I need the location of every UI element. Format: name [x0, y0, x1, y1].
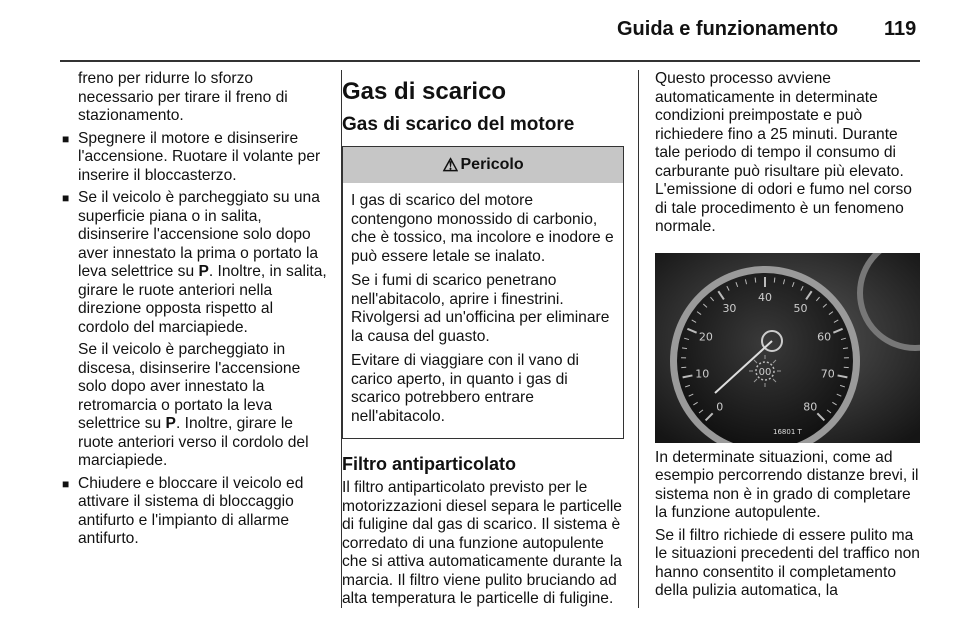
bullet-square-icon: ■ — [62, 131, 70, 146]
gauge-tick-label: 30 — [722, 301, 737, 315]
gauge-tick-label: 70 — [820, 366, 835, 380]
bullet-square-icon: ■ — [62, 191, 70, 205]
warning-title: Pericolo — [460, 155, 524, 173]
warning-paragraph: Se i fumi di scarico penetrano nell'abitacolo, aprire i finestrini. Rivolgersi ad un'officina per eliminare la causa del guasto. — [351, 272, 610, 345]
list-item-text: Spegnere il motore e disinserire l'accensione. Ruotare il volante per inserire il bloccasterzo. — [78, 129, 321, 184]
danger-warning-box — [342, 146, 624, 439]
gauge-tick-label: 0 — [716, 399, 724, 413]
body-paragraph: Se il filtro richiede di essere pulito ma le situazioni precedenti del traffico non hanno consentito il completamento della pulizia automatica, la — [655, 526, 920, 599]
gauge-tick-label: 20 — [698, 330, 713, 344]
svg-text:00: 00 — [758, 366, 772, 378]
subsection-heading: Filtro antiparticolato — [342, 454, 517, 474]
column-middle — [342, 70, 624, 613]
warning-paragraph: Evitare di viaggiare con il vano di carico aperto, in quanto i gas di scarico potrebbero entrare nell'abitacolo. — [351, 352, 579, 425]
gauge-tick — [755, 277, 756, 282]
body-paragraph: Questo processo avviene automaticamente in determinate condizioni preimpostate e può richiedere fino a 25 minuti. Durante tale periodo di tempo il consumo di carburante può risultare più elevato. L'emissione di odori e fumo nel corso di tale procedimento è un fenomeno normale. — [655, 70, 912, 235]
gauge-tick-label: 60 — [817, 330, 832, 344]
continued-text: freno per ridurre lo sforzo necessario per tirare il freno di stazionamento. — [78, 70, 288, 124]
photo-reference-id: 16801 T — [773, 427, 802, 436]
gauge-tick-label: 10 — [695, 366, 710, 380]
body-paragraph: Il filtro antiparticolato previsto per le motorizzazioni diesel separa le particelle di fuligine dal gas di scarico. Il sistema è corredato di una funzione autopulente che si attiva automaticamente durante la marcia. Il filtro viene pulito bruciando ad alta temperatura le particelle di fuligine. — [342, 479, 622, 607]
list-item — [62, 475, 328, 549]
bullet-square-icon: ■ — [62, 476, 70, 491]
bullet-list — [62, 130, 328, 549]
body-paragraph: In determinate situazioni, come ad esempio percorrendo distanze brevi, il sistema non è in grado di completare la funzione autopulente. — [655, 448, 919, 521]
list-item — [62, 189, 328, 471]
list-item-text: Se il veicolo è parcheggiato su una superficie piana o in salita, disinserire l'accensione solo dopo aver innestato la prima o portato la leva selettrice su P. Inoltre, in salita, girare le ruote anteriori nella direzione opposta rispetto al cordolo del marciapiede. — [78, 189, 327, 336]
warning-triangle-icon: ⚠ — [442, 154, 459, 175]
warning-paragraph: I gas di scarico del motore contengono monossido di carbonio, che è tossico, ma incolore e inodore e può essere letale se inalato. — [351, 192, 614, 265]
header-title: Guida e funzionamento — [617, 18, 839, 40]
list-item-text: Se il veicolo è parcheggiato in discesa, disinserire l'accensione solo dopo aver innestato la retromarcia o portato la leva selettrice su P. Inoltre, girare le ruote anteriori verso il cordolo del marciapiede. — [78, 341, 309, 469]
gauge-tick-label: 40 — [758, 290, 772, 304]
speedometer-illustration — [655, 253, 920, 443]
list-item-text: Chiudere e bloccare il veicolo ed attivare il sistema di bloccaggio antifurto e l'impianto di allarme antifurto. — [78, 474, 304, 547]
column-divider — [638, 70, 639, 608]
header-rule — [60, 60, 920, 62]
section-heading: Gas di scarico — [342, 78, 507, 105]
list-item — [62, 130, 328, 186]
page-header — [0, 0, 960, 62]
gauge-tick — [774, 277, 775, 282]
warning-header — [343, 147, 623, 183]
subsection-heading: Gas di scarico del motore — [342, 114, 575, 135]
warning-body — [343, 183, 623, 438]
gauge-tick-label: 80 — [803, 399, 818, 413]
page-number: 119 — [884, 18, 917, 40]
gauge-tick-label: 50 — [793, 301, 808, 315]
column-right — [655, 70, 920, 605]
gauge-figure — [655, 253, 920, 443]
column-left — [62, 70, 328, 553]
